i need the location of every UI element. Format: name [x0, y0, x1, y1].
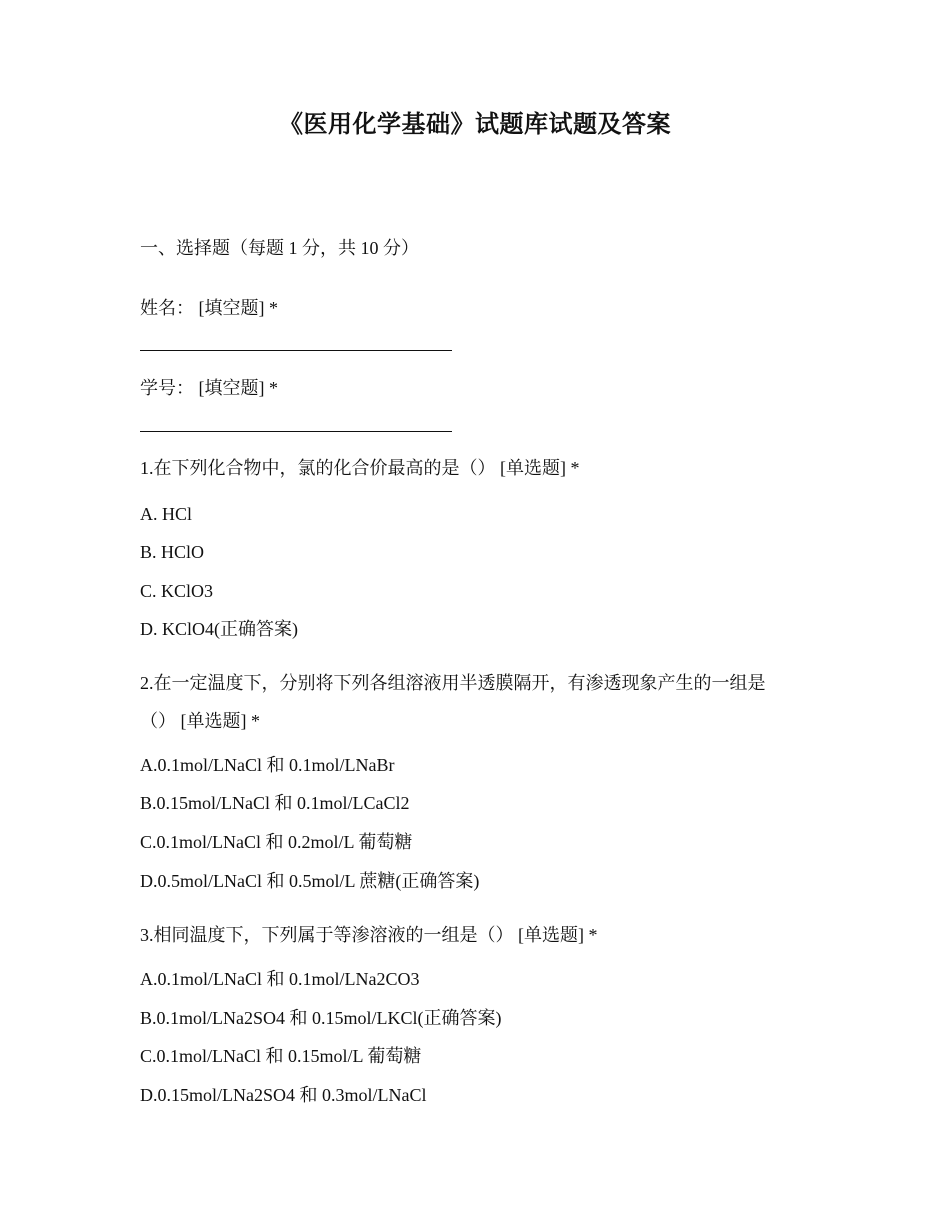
question-1-option-a[interactable]: A. HCl — [140, 504, 193, 524]
question-2-option-c[interactable]: C.0.1mol/LNaCl 和 0.2mol/L 葡萄糖 — [140, 832, 413, 852]
question-2-stem-line-2: （） [单选题] * — [140, 711, 260, 731]
question-1-stem: 1.在下列化合物中，氯的化合价最高的是（） [单选题] * — [140, 458, 580, 478]
question-2-option-a[interactable]: A.0.1mol/LNaCl 和 0.1mol/LNaBr — [140, 755, 395, 775]
question-3-option-d[interactable]: D.0.15mol/LNa2SO4 和 0.3mol/LNaCl — [140, 1085, 427, 1105]
question-3-option-b[interactable]: B.0.1mol/LNa2SO4 和 0.15mol/LKCl(正确答案) — [140, 1008, 502, 1028]
question-1-option-b[interactable]: B. HClO — [140, 542, 205, 562]
question-2-stem-line-1: 2.在一定温度下，分别将下列各组溶液用半透膜隔开，有渗透现象产生的一组是 — [140, 673, 766, 693]
question-3-stem: 3.相同温度下，下列属于等渗溶液的一组是（） [单选题] * — [140, 925, 598, 945]
name-field-label: 姓名： [填空题] * — [140, 298, 278, 318]
question-3-option-c[interactable]: C.0.1mol/LNaCl 和 0.15mol/L 葡萄糖 — [140, 1046, 422, 1066]
question-1-option-c[interactable]: C. KClO3 — [140, 581, 214, 601]
question-2-option-d[interactable]: D.0.5mol/LNaCl 和 0.5mol/L 蔗糖(正确答案) — [140, 871, 480, 891]
question-1-option-d[interactable]: D. KClO4(正确答案) — [140, 619, 298, 639]
section-heading: 一、选择题（每题 1 分，共 10 分） — [140, 238, 419, 258]
name-field-blank[interactable] — [140, 350, 452, 351]
question-3-option-a[interactable]: A.0.1mol/LNaCl 和 0.1mol/LNa2CO3 — [140, 969, 420, 989]
student-id-field-blank[interactable] — [140, 431, 452, 432]
question-2-option-b[interactable]: B.0.15mol/LNaCl 和 0.1mol/LCaCl2 — [140, 793, 410, 813]
document-title: 《医用化学基础》试题库试题及答案 — [279, 110, 671, 138]
student-id-field-label: 学号： [填空题] * — [140, 378, 278, 398]
